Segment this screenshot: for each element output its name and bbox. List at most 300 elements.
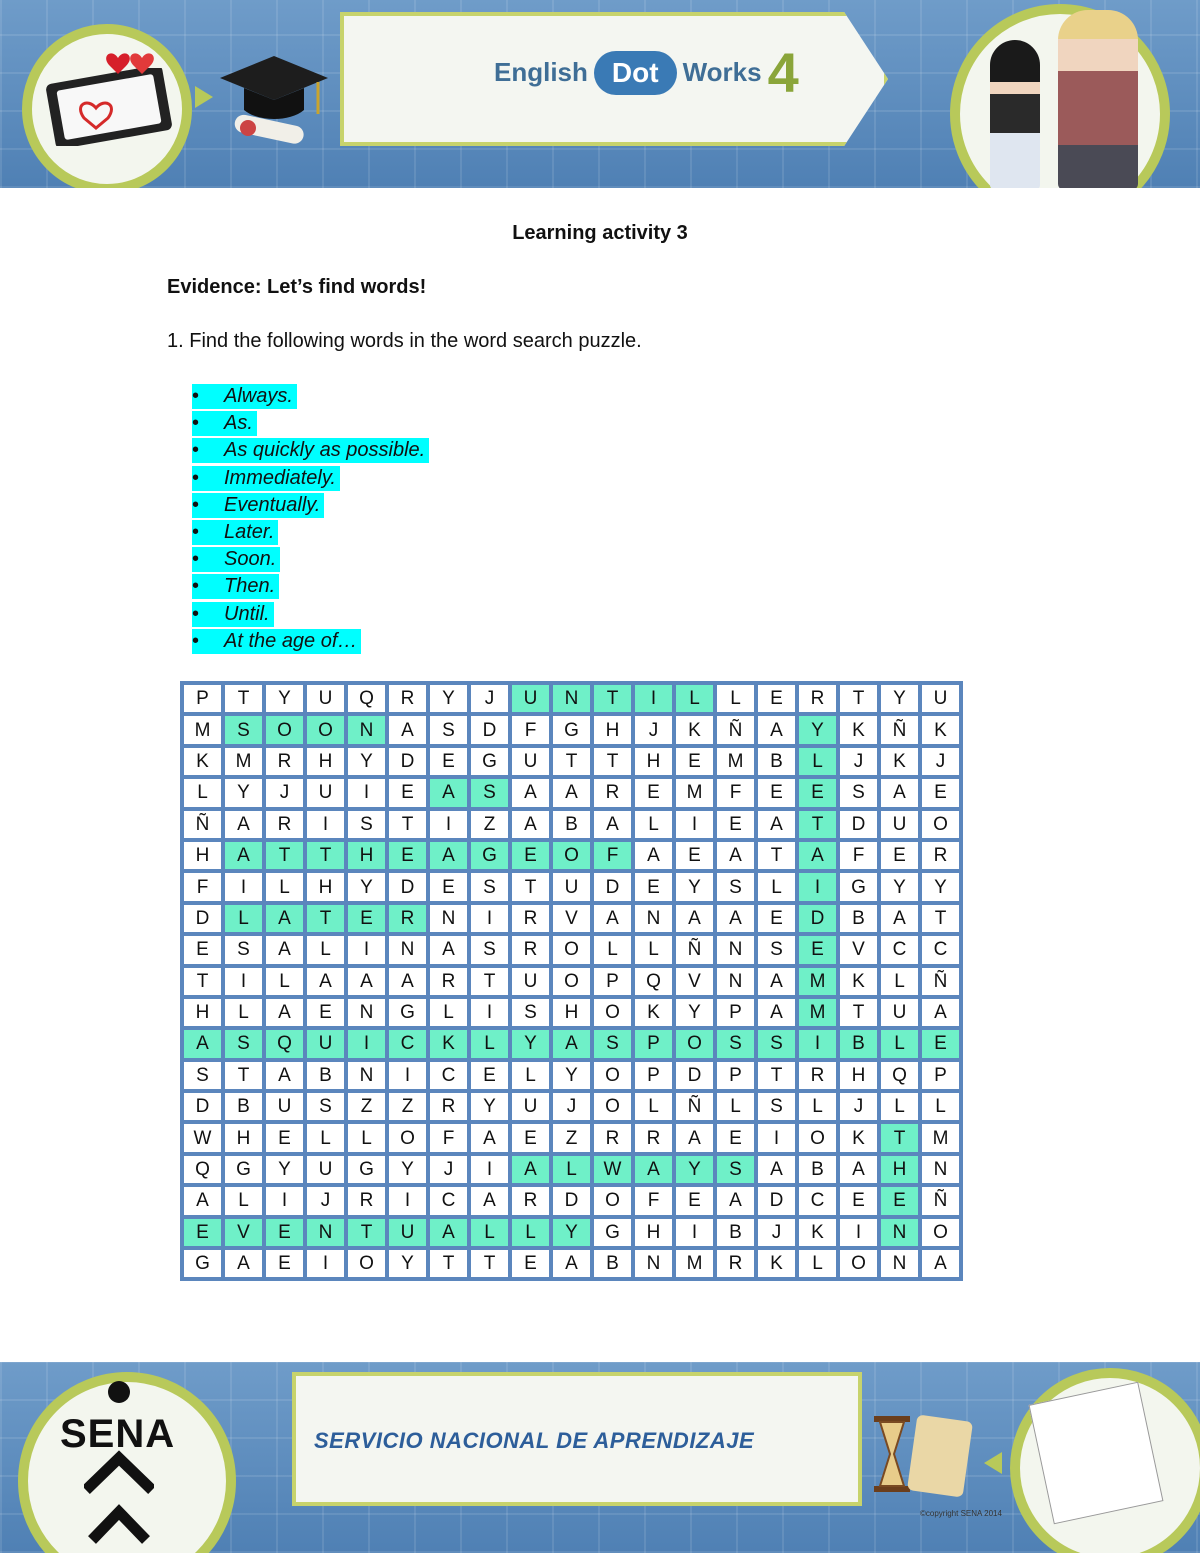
grid-cell: A [430,936,467,963]
grid-cell: I [348,779,385,806]
grid-cell: N [922,1156,959,1183]
grid-cell: F [512,716,549,743]
grid-cell: D [758,1187,795,1214]
grid-cell: A [553,1030,590,1057]
grid-cell: T [840,999,877,1026]
word-text: As. [224,412,253,435]
grid-cell: M [184,716,221,743]
grid-cell: E [389,842,426,869]
word-list-item [192,493,429,520]
grid-cell: I [389,1187,426,1214]
grid-row [184,905,959,932]
grid-cell: Y [471,1093,508,1120]
grid-cell: F [840,842,877,869]
highlighted-word [192,384,297,409]
grid-cell: S [307,1093,344,1120]
grid-cell: A [553,1250,590,1277]
grid-cell: N [635,1250,672,1277]
grid-cell: J [266,779,303,806]
grid-cell: D [389,748,426,775]
grid-cell: J [471,685,508,712]
grid-cell: I [758,1124,795,1151]
grid-cell: G [184,1250,221,1277]
grid-cell: D [553,1187,590,1214]
grid-cell: R [594,779,631,806]
grid-cell: Y [676,999,713,1026]
grid-row [184,1062,959,1089]
grid-cell: U [922,685,959,712]
grid-cell: N [881,1250,918,1277]
grid-cell: G [471,842,508,869]
grid-cell: O [594,1062,631,1089]
grid-cell: H [635,1219,672,1246]
grid-cell: V [225,1219,262,1246]
grid-cell: Ñ [676,1093,713,1120]
grid-cell: R [512,1187,549,1214]
grid-cell: H [594,716,631,743]
grid-cell: L [430,999,467,1026]
word-list-item [192,520,429,547]
grid-cell: M [922,1124,959,1151]
grid-cell: O [266,716,303,743]
grid-cell: Y [348,748,385,775]
grid-cell: B [594,1250,631,1277]
grid-cell: G [389,999,426,1026]
grid-cell: T [225,685,262,712]
bullet-icon: • [192,548,200,571]
grid-cell: A [512,811,549,838]
copyright-text: ©copyright SENA 2014 [920,1509,1002,1518]
grid-cell: I [799,873,836,900]
grid-cell: E [266,1219,303,1246]
grid-cell: A [799,842,836,869]
grid-cell: A [225,1250,262,1277]
grid-cell: R [389,685,426,712]
grid-row [184,936,959,963]
grid-cell: A [266,999,303,1026]
grid-cell: I [225,968,262,995]
grid-cell: V [676,968,713,995]
grid-cell: C [430,1187,467,1214]
grid-cell: N [717,968,754,995]
grid-cell: E [799,779,836,806]
grid-cell: P [184,685,221,712]
grid-cell: A [676,905,713,932]
grid-cell: V [840,936,877,963]
grid-cell: Y [348,873,385,900]
grid-cell: Y [266,685,303,712]
grid-cell: N [635,905,672,932]
grid-cell: U [881,811,918,838]
grid-cell: L [799,748,836,775]
grid-cell: E [184,936,221,963]
grid-cell: Y [512,1030,549,1057]
grid-cell: F [717,779,754,806]
female-character-illustration [990,40,1040,188]
grid-cell: A [717,905,754,932]
hourglass-icon [872,1414,912,1499]
grid-cell: A [471,1187,508,1214]
grid-cell: M [799,968,836,995]
bullet-icon: • [192,493,200,516]
grid-cell: U [512,748,549,775]
grid-cell: G [225,1156,262,1183]
grid-cell: S [225,716,262,743]
sena-logo-icon [84,1380,154,1553]
grid-cell: A [184,1030,221,1057]
grid-cell: H [307,873,344,900]
grid-cell: K [840,1124,877,1151]
grid-cell: A [266,936,303,963]
grid-cell: R [594,1124,631,1151]
grid-cell: W [594,1156,631,1183]
grid-cell: U [512,968,549,995]
grid-cell: I [799,1030,836,1057]
bullet-icon: • [192,412,200,435]
grid-cell: A [717,842,754,869]
grid-cell: A [717,1187,754,1214]
grid-cell: A [512,779,549,806]
grid-cell: D [840,811,877,838]
grid-cell: A [512,1156,549,1183]
grid-cell: R [799,1062,836,1089]
grid-cell: L [307,936,344,963]
grid-cell: P [635,1062,672,1089]
grid-row [184,1093,959,1120]
grid-cell: A [840,1156,877,1183]
grid-cell: S [430,716,467,743]
grid-cell: L [922,1093,959,1120]
grid-cell: E [758,779,795,806]
grid-cell: B [758,748,795,775]
grid-cell: A [922,999,959,1026]
grid-cell: S [225,1030,262,1057]
grid-cell: S [840,779,877,806]
highlighted-word [192,520,278,545]
grid-cell: A [348,968,385,995]
word-text: Until. [224,602,270,625]
grid-cell: D [184,905,221,932]
grid-cell: J [307,1187,344,1214]
grid-cell: O [594,1093,631,1120]
highlighted-word [192,629,361,654]
grid-cell: C [430,1062,467,1089]
grid-cell: O [348,1250,385,1277]
grid-cell: L [225,999,262,1026]
grid-row [184,716,959,743]
grid-cell: R [430,1093,467,1120]
grid-cell: U [266,1093,303,1120]
grid-cell: S [717,873,754,900]
grid-cell: A [553,779,590,806]
grid-cell: E [881,1187,918,1214]
grid-cell: N [348,1062,385,1089]
grid-cell: Ñ [184,811,221,838]
grid-cell: O [553,842,590,869]
grid-cell: E [922,779,959,806]
grid-cell: R [922,842,959,869]
page-title: Learning activity 3 [512,222,688,244]
grid-cell: N [307,1219,344,1246]
grid-row [184,842,959,869]
grid-cell: A [881,779,918,806]
grid-row [184,748,959,775]
grid-cell: A [430,842,467,869]
grid-cell: L [225,905,262,932]
grid-cell: S [512,999,549,1026]
grid-cell: L [881,1093,918,1120]
grid-cell: Q [881,1062,918,1089]
grid-cell: H [840,1062,877,1089]
word-list-item [192,602,429,629]
grid-cell: H [635,748,672,775]
grid-cell: A [389,716,426,743]
grid-cell: Y [225,779,262,806]
instruction-text: 1. Find the following words in the word search puzzle. [167,330,642,352]
grid-cell: S [225,936,262,963]
grid-cell: T [307,842,344,869]
grid-cell: Q [266,1030,303,1057]
grid-row [184,999,959,1026]
highlighted-word [192,466,340,491]
grid-cell: O [922,1219,959,1246]
grid-cell: J [840,1093,877,1120]
grid-cell: A [225,842,262,869]
grid-row [184,1124,959,1151]
grid-row [184,968,959,995]
grid-cell: A [758,1156,795,1183]
word-list-item [192,411,429,438]
grid-cell: T [922,905,959,932]
word-text: Always. [224,385,293,407]
grid-row [184,779,959,806]
grid-cell: I [348,1030,385,1057]
grid-cell: R [512,936,549,963]
word-text: At the age of… [224,629,358,652]
grid-cell: A [389,968,426,995]
grid-cell: L [553,1156,590,1183]
grid-cell: K [635,999,672,1026]
word-list-item [192,466,429,493]
grid-cell: J [635,716,672,743]
word-list [192,384,429,656]
grid-cell: B [553,811,590,838]
grid-cell: S [184,1062,221,1089]
grid-cell: K [922,716,959,743]
grid-cell: T [307,905,344,932]
grid-cell: U [307,779,344,806]
red-hearts-icon [104,48,160,89]
grid-cell: A [430,1219,467,1246]
grid-cell: O [307,716,344,743]
male-character-illustration [1058,10,1138,188]
grid-cell: V [553,905,590,932]
grid-cell: L [184,779,221,806]
grid-cell: L [266,968,303,995]
grid-cell: R [266,748,303,775]
grid-row [184,685,959,712]
grid-cell: L [717,1093,754,1120]
grid-cell: P [717,999,754,1026]
grid-cell: E [184,1219,221,1246]
grid-cell: I [471,905,508,932]
grid-cell: R [717,1250,754,1277]
grid-cell: S [348,811,385,838]
grid-row [184,1030,959,1057]
grid-cell: Ñ [922,968,959,995]
grid-cell: N [881,1219,918,1246]
grid-cell: U [881,999,918,1026]
grid-cell: L [512,1219,549,1246]
grid-cell: O [553,968,590,995]
grid-cell: L [881,968,918,995]
grid-cell: Ñ [881,716,918,743]
header-arrow-icon [195,86,213,108]
grid-cell: Q [184,1156,221,1183]
grid-cell: I [389,1062,426,1089]
grid-cell: I [307,1250,344,1277]
grid-cell: O [389,1124,426,1151]
graduation-cap-icon [218,50,330,155]
grid-cell: Y [881,873,918,900]
grid-cell: L [758,873,795,900]
grid-cell: A [594,905,631,932]
grid-cell: U [512,685,549,712]
word-search-grid [180,681,963,1281]
grid-cell: T [471,1250,508,1277]
grid-cell: G [840,873,877,900]
grid-cell: N [389,936,426,963]
grid-cell: O [840,1250,877,1277]
grid-cell: L [594,936,631,963]
grid-cell: T [430,1250,467,1277]
word-text: Then. [224,575,276,598]
grid-cell: K [840,716,877,743]
grid-cell: E [307,999,344,1026]
grid-cell: M [717,748,754,775]
grid-cell: Y [676,1156,713,1183]
grid-cell: T [881,1124,918,1151]
grid-cell: S [717,1030,754,1057]
grid-cell: T [389,811,426,838]
grid-cell: L [225,1187,262,1214]
grid-cell: E [676,1187,713,1214]
grid-cell: B [225,1093,262,1120]
grid-cell: E [348,905,385,932]
logo-word-english: English [494,57,588,87]
highlighted-word [192,411,257,436]
footer-arrow-icon [984,1452,1002,1474]
grid-cell: K [430,1030,467,1057]
grid-cell: S [758,1030,795,1057]
grid-cell: L [512,1062,549,1089]
grid-cell: L [881,1030,918,1057]
grid-cell: E [758,905,795,932]
grid-cell: U [389,1219,426,1246]
word-text: Soon. [224,548,277,571]
grid-cell: Y [430,685,467,712]
grid-cell: T [799,811,836,838]
grid-cell: R [430,968,467,995]
highlighted-word [192,493,324,518]
grid-cell: E [512,842,549,869]
grid-cell: B [840,905,877,932]
grid-cell: K [881,748,918,775]
grid-row [184,1219,959,1246]
bullet-icon: • [192,629,200,652]
grid-cell: G [471,748,508,775]
grid-cell: J [430,1156,467,1183]
grid-cell: B [799,1156,836,1183]
grid-cell: H [348,842,385,869]
grid-cell: Ñ [717,716,754,743]
grid-cell: Y [799,716,836,743]
grid-cell: L [266,873,303,900]
word-list-item [192,438,429,465]
grid-cell: T [512,873,549,900]
highlighted-word [192,602,274,627]
grid-cell: E [717,1124,754,1151]
grid-cell: E [758,685,795,712]
grid-cell: J [553,1093,590,1120]
grid-cell: P [594,968,631,995]
grid-cell: H [881,1156,918,1183]
grid-cell: N [348,716,385,743]
grid-cell: U [512,1093,549,1120]
grid-cell: R [635,1124,672,1151]
grid-cell: U [307,1030,344,1057]
grid-cell: E [922,1030,959,1057]
grid-cell: A [922,1250,959,1277]
grid-cell: I [266,1187,303,1214]
grid-cell: Q [348,685,385,712]
grid-cell: Y [553,1062,590,1089]
grid-cell: H [307,748,344,775]
bullet-icon: • [192,466,200,489]
grid-cell: Ñ [676,936,713,963]
grid-cell: Z [348,1093,385,1120]
grid-cell: S [717,1156,754,1183]
grid-cell: S [471,779,508,806]
grid-cell: T [758,1062,795,1089]
grid-cell: E [676,842,713,869]
grid-cell: K [799,1219,836,1246]
logo-word-dot: Dot [594,51,677,95]
grid-cell: E [635,779,672,806]
grid-cell: E [266,1250,303,1277]
grid-cell: A [184,1187,221,1214]
grid-cell: G [348,1156,385,1183]
grid-cell: E [676,748,713,775]
grid-cell: A [635,1156,672,1183]
grid-cell: N [430,905,467,932]
bullet-icon: • [192,439,200,462]
grid-cell: A [758,968,795,995]
grid-cell: U [553,873,590,900]
grid-cell: I [635,685,672,712]
grid-cell: Y [553,1219,590,1246]
grid-cell: T [266,842,303,869]
bullet-icon: • [192,575,200,598]
grid-cell: L [635,1093,672,1120]
grid-cell: H [553,999,590,1026]
grid-cell: F [635,1187,672,1214]
grid-cell: Z [471,811,508,838]
word-text: Later. [224,520,275,543]
grid-cell: W [184,1124,221,1151]
grid-cell: I [840,1219,877,1246]
grid-cell: B [717,1219,754,1246]
